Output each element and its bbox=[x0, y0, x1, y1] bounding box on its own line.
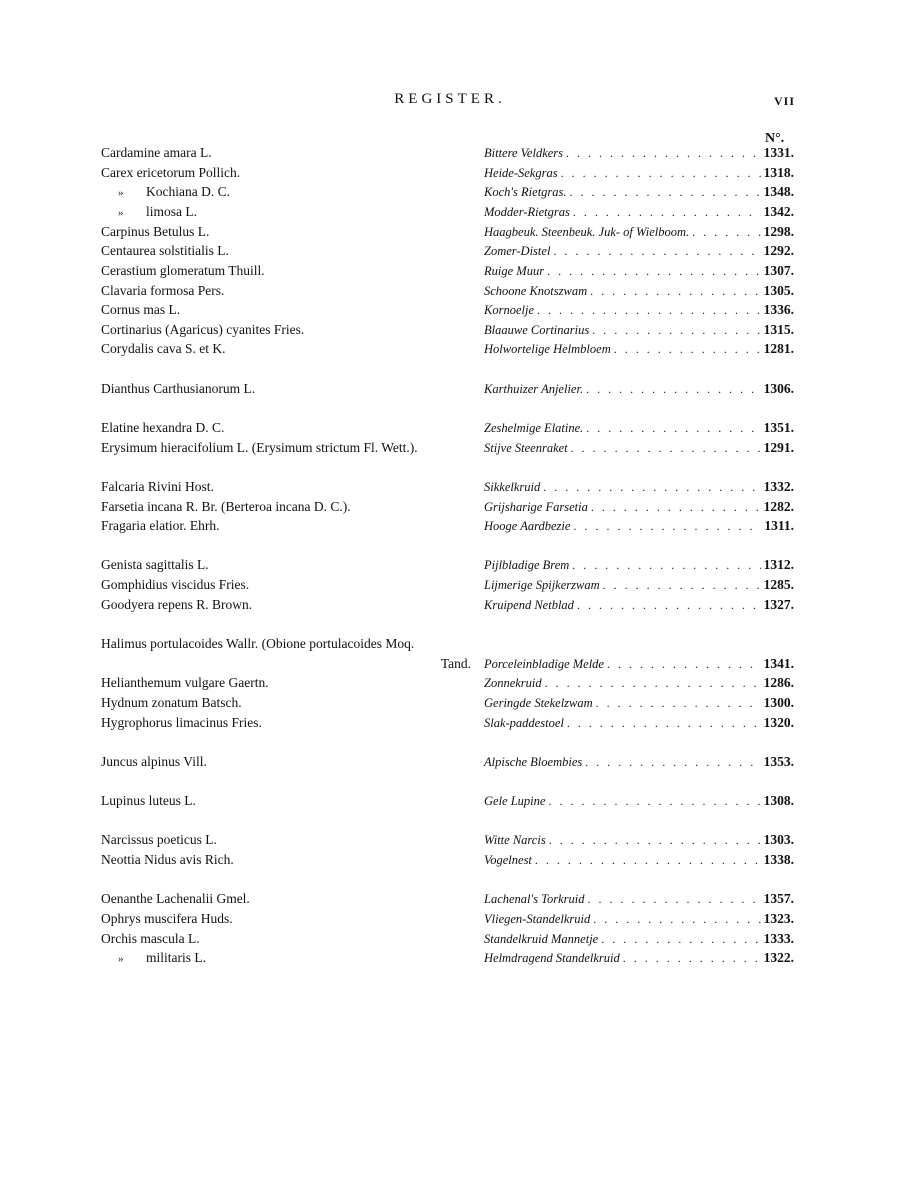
register-entry bbox=[0, 283, 909, 302]
latin-name bbox=[101, 243, 229, 259]
register-entry bbox=[0, 204, 909, 223]
common-name-line bbox=[484, 204, 794, 220]
latin-name-text: Oenanthe Lachenalii Gmel. bbox=[101, 891, 250, 906]
latin-name bbox=[101, 263, 265, 279]
latin-name-text: Orchis mascula L. bbox=[101, 931, 200, 946]
common-name: Koch's Rietgras. bbox=[484, 185, 567, 199]
common-name: Stijve Steenraket bbox=[484, 441, 568, 455]
register-entry bbox=[0, 715, 909, 734]
common-name: Zomer-Distel bbox=[484, 244, 551, 258]
common-name: Standelkruid Mannetje bbox=[484, 932, 599, 946]
common-name: Porceleinbladige Melde bbox=[484, 657, 604, 671]
common-name: Slak-paddestoel bbox=[484, 716, 564, 730]
common-name: Vliegen-Standelkruid bbox=[484, 912, 591, 926]
common-name: Ruige Muur bbox=[484, 264, 545, 278]
register-entry bbox=[0, 322, 909, 341]
register-entry bbox=[0, 557, 909, 576]
entry-number: 1357. bbox=[763, 891, 794, 906]
common-name: Alpische Bloembies bbox=[484, 755, 583, 769]
register-entry bbox=[0, 754, 909, 773]
latin-name-text: Lupinus luteus L. bbox=[101, 793, 196, 808]
dot-leader bbox=[553, 244, 760, 259]
register-entry bbox=[0, 518, 909, 537]
latin-name-text: Hygrophorus limacinus Fries. bbox=[101, 715, 262, 730]
dot-leader bbox=[577, 598, 761, 613]
common-name-line bbox=[484, 577, 794, 593]
dot-leader bbox=[592, 323, 760, 338]
entry-number: 1307. bbox=[763, 263, 794, 278]
common-name: Pijlbladige Brem bbox=[484, 558, 570, 572]
entry-number: 1351. bbox=[763, 420, 794, 435]
common-name-line bbox=[484, 557, 794, 573]
common-name-line bbox=[484, 754, 794, 770]
latin-name-text: Cerastium glomeratum Thuill. bbox=[101, 263, 265, 278]
common-name-line bbox=[484, 302, 794, 318]
common-name: Heide-Sekgras bbox=[484, 166, 558, 180]
ditto-mark: » bbox=[118, 187, 124, 199]
register-entry bbox=[0, 165, 909, 184]
common-name: Lachenal's Torkruid bbox=[484, 892, 585, 906]
latin-name-text: Fragaria elatior. Ehrh. bbox=[101, 518, 220, 533]
latin-name bbox=[101, 852, 234, 868]
common-name: Blaauwe Cortinarius bbox=[484, 323, 590, 337]
latin-name bbox=[101, 715, 262, 731]
common-name-line bbox=[484, 597, 794, 613]
latin-name bbox=[101, 518, 219, 534]
common-name: Haagbeuk. Steenbeuk. Juk- of Wielboom. bbox=[484, 225, 690, 239]
common-name-line bbox=[484, 184, 794, 200]
dot-leader bbox=[535, 853, 761, 868]
dot-leader bbox=[566, 146, 761, 161]
entry-number: 1300. bbox=[763, 695, 794, 710]
dot-leader bbox=[603, 578, 761, 593]
latin-name-text: Gomphidius viscidus Fries. bbox=[101, 577, 250, 592]
register-entry bbox=[0, 420, 909, 439]
latin-name bbox=[101, 499, 351, 515]
common-name-line bbox=[484, 381, 794, 397]
common-name-line bbox=[484, 165, 794, 181]
latin-name bbox=[101, 557, 209, 573]
page-number: VII bbox=[774, 94, 796, 108]
entry-number: 1353. bbox=[763, 754, 794, 769]
register-entry bbox=[0, 675, 909, 694]
latin-name-text: limosa L. bbox=[146, 204, 197, 219]
latin-name-text: Carpinus Betulus L. bbox=[101, 224, 210, 239]
register-entry bbox=[0, 636, 909, 671]
latin-name bbox=[101, 695, 242, 711]
dot-leader bbox=[545, 676, 761, 691]
common-name-line bbox=[484, 891, 794, 907]
latin-name-text: Erysimum hieracifolium L. (Erysimum strictum Fl. Wett.). bbox=[101, 440, 418, 455]
latin-name bbox=[101, 636, 414, 652]
register-entry bbox=[0, 302, 909, 321]
entry-number: 1341. bbox=[763, 656, 794, 671]
ditto-mark: » bbox=[118, 207, 124, 219]
latin-name-text: Neottia Nidus avis Rich. bbox=[101, 852, 234, 867]
latin-name bbox=[101, 793, 196, 809]
common-name-line bbox=[484, 243, 794, 259]
entry-number: 1286. bbox=[763, 675, 794, 690]
common-name-line bbox=[484, 656, 794, 672]
entry-number: 1336. bbox=[763, 302, 794, 317]
dot-leader bbox=[573, 205, 761, 220]
register-entry bbox=[0, 597, 909, 616]
latin-name bbox=[101, 675, 269, 691]
entry-number: 1315. bbox=[763, 322, 794, 337]
common-name-line bbox=[484, 479, 794, 495]
latin-name bbox=[101, 597, 252, 613]
latin-name bbox=[101, 224, 209, 240]
common-name-line bbox=[484, 420, 794, 436]
latin-name bbox=[101, 891, 250, 907]
entry-number: 1306. bbox=[763, 381, 794, 396]
latin-name-text: Elatine hexandra D. C. bbox=[101, 420, 225, 435]
common-name: Schoone Knotszwam bbox=[484, 284, 588, 298]
dot-leader bbox=[586, 382, 761, 397]
entry-number: 1303. bbox=[763, 832, 794, 847]
latin-name-text: Centaurea solstitialis L. bbox=[101, 243, 229, 258]
entry-number: 1331. bbox=[763, 145, 794, 160]
latin-name-text: Juncus alpinus Vill. bbox=[101, 754, 207, 769]
latin-name-text: Dianthus Carthusianorum L. bbox=[101, 381, 256, 396]
register-entry bbox=[0, 224, 909, 243]
latin-name-text: Ophrys muscifera Huds. bbox=[101, 911, 233, 926]
latin-name bbox=[101, 911, 233, 927]
latin-name bbox=[101, 577, 249, 593]
common-name-line bbox=[484, 715, 794, 731]
dot-leader bbox=[607, 657, 761, 672]
common-name: Lijmerige Spijkerzwam bbox=[484, 578, 600, 592]
register-entry bbox=[0, 341, 909, 360]
common-name: Zonnekruid bbox=[484, 676, 542, 690]
latin-name-text: Falcaria Rivini Host. bbox=[101, 479, 214, 494]
entry-number: 1338. bbox=[763, 852, 794, 867]
latin-name bbox=[118, 204, 197, 220]
register-entry bbox=[0, 184, 909, 203]
latin-name-text: Halimus portulacoides Wallr. (Obione portulacoides Moq. bbox=[101, 636, 415, 651]
common-name: Karthuizer Anjelier. bbox=[484, 382, 584, 396]
common-name: Witte Narcis bbox=[484, 833, 546, 847]
common-name-line bbox=[484, 322, 794, 338]
latin-name bbox=[101, 832, 217, 848]
dot-leader bbox=[572, 558, 760, 573]
register-entry bbox=[0, 852, 909, 871]
entry-number: 1298. bbox=[763, 224, 794, 239]
common-name: Modder-Rietgras bbox=[484, 205, 570, 219]
dot-leader bbox=[567, 716, 761, 731]
latin-name bbox=[101, 420, 224, 436]
entry-number: 1322. bbox=[763, 950, 794, 965]
entry-number: 1348. bbox=[763, 184, 794, 199]
entry-number: 1305. bbox=[763, 283, 794, 298]
common-name: Geringde Stekelzwam bbox=[484, 696, 593, 710]
entry-number: 1323. bbox=[763, 911, 794, 926]
common-name: Zeshelmige Elatine. bbox=[484, 421, 584, 435]
entry-number: 1281. bbox=[763, 341, 794, 356]
entry-number: 1291. bbox=[763, 440, 794, 455]
register-entry bbox=[0, 499, 909, 518]
common-name-line bbox=[484, 931, 794, 947]
entry-number: 1285. bbox=[763, 577, 794, 592]
entry-number: 1311. bbox=[764, 518, 794, 533]
ditto-mark: » bbox=[118, 953, 124, 965]
common-name-line bbox=[484, 263, 794, 279]
dot-leader bbox=[547, 264, 761, 279]
latin-name-text: Farsetia incana R. Br. (Berteroa incana D. C.). bbox=[101, 499, 351, 514]
entry-number: 1312. bbox=[763, 557, 794, 572]
latin-name bbox=[101, 754, 207, 770]
number-column-label: N°. bbox=[765, 131, 785, 146]
entry-number: 1332. bbox=[763, 479, 794, 494]
register-entry bbox=[0, 931, 909, 950]
latin-name bbox=[101, 381, 255, 397]
common-name: Helmdragend Standelkruid bbox=[484, 951, 620, 965]
dot-leader bbox=[692, 225, 760, 240]
common-name: Sikkelkruid bbox=[484, 480, 541, 494]
common-name-line bbox=[484, 832, 794, 848]
latin-name bbox=[101, 302, 180, 318]
latin-name bbox=[101, 322, 304, 338]
entry-number: 1342. bbox=[763, 204, 794, 219]
register-entry bbox=[0, 793, 909, 812]
common-name: Gele Lupine bbox=[484, 794, 546, 808]
entry-number: 1320. bbox=[763, 715, 794, 730]
common-name-line bbox=[484, 793, 794, 809]
dot-leader bbox=[614, 342, 761, 357]
register-entry bbox=[0, 911, 909, 930]
entry-number: 1308. bbox=[763, 793, 794, 808]
latin-name bbox=[101, 145, 212, 161]
register-entry bbox=[0, 440, 909, 459]
register-entry bbox=[0, 695, 909, 714]
common-name-line bbox=[484, 499, 794, 515]
entry-number: 1333. bbox=[763, 931, 794, 946]
latin-name-text: militaris L. bbox=[146, 950, 206, 965]
common-name: Grijsharige Farsetia bbox=[484, 500, 588, 514]
latin-name-text: Cardamine amara L. bbox=[101, 145, 212, 160]
register-entry bbox=[0, 479, 909, 498]
latin-name bbox=[101, 440, 418, 456]
dot-leader bbox=[588, 892, 761, 907]
latin-name-text: Narcissus poeticus L. bbox=[101, 832, 217, 847]
latin-name-text: Helianthemum vulgare Gaertn. bbox=[101, 675, 269, 690]
latin-name-text: Corydalis cava S. et K. bbox=[101, 341, 226, 356]
common-name-line bbox=[484, 283, 794, 299]
register-entry bbox=[0, 577, 909, 596]
entry-number: 1327. bbox=[763, 597, 794, 612]
register-entry bbox=[0, 832, 909, 851]
common-name-line bbox=[484, 675, 794, 691]
latin-name-text: Goodyera repens R. Brown. bbox=[101, 597, 253, 612]
dot-leader bbox=[548, 794, 760, 809]
register-entry bbox=[0, 243, 909, 262]
latin-name-text: Kochiana D. C. bbox=[146, 184, 230, 199]
latin-name bbox=[118, 950, 206, 966]
dot-leader bbox=[623, 951, 761, 966]
common-name-line bbox=[484, 518, 794, 534]
dot-leader bbox=[570, 185, 761, 200]
latin-name-text: Hydnum zonatum Batsch. bbox=[101, 695, 242, 710]
common-name-line bbox=[484, 440, 794, 456]
dot-leader bbox=[586, 421, 760, 436]
common-name: Kornoelje bbox=[484, 303, 534, 317]
entry-number: 1282. bbox=[763, 499, 794, 514]
dot-leader bbox=[585, 755, 760, 770]
latin-name bbox=[101, 931, 200, 947]
latin-name bbox=[101, 165, 240, 181]
dot-leader bbox=[591, 500, 761, 515]
common-name-line bbox=[484, 852, 794, 868]
latin-name-continuation: Tand. bbox=[440, 656, 471, 671]
dot-leader bbox=[537, 303, 761, 318]
latin-name bbox=[118, 184, 230, 200]
entry-number: 1292. bbox=[763, 243, 794, 258]
common-name: Bittere Veldkers bbox=[484, 146, 564, 160]
dot-leader bbox=[549, 833, 761, 848]
common-name-line bbox=[484, 695, 794, 711]
common-name: Vogelnest bbox=[484, 853, 532, 867]
dot-leader bbox=[543, 480, 760, 495]
latin-name-text: Cortinarius (Agaricus) cyanites Fries. bbox=[101, 322, 305, 337]
dot-leader bbox=[590, 284, 761, 299]
common-name-line bbox=[484, 950, 794, 966]
latin-name-text: Clavaria formosa Pers. bbox=[101, 283, 225, 298]
common-name: Holwortelige Helmbloem bbox=[484, 342, 611, 356]
dot-leader bbox=[571, 441, 761, 456]
latin-name bbox=[101, 283, 224, 299]
dot-leader bbox=[561, 166, 761, 181]
entry-number: 1318. bbox=[763, 165, 794, 180]
page-title: REGISTER. bbox=[394, 91, 506, 107]
latin-name-text: Cornus mas L. bbox=[101, 302, 181, 317]
register-entry bbox=[0, 145, 909, 164]
common-name-line bbox=[484, 145, 794, 161]
common-name: Kruipend Netblad bbox=[484, 598, 574, 612]
dot-leader bbox=[601, 932, 760, 947]
register-entry bbox=[0, 381, 909, 400]
latin-name-text: Carex ericetorum Pollich. bbox=[101, 165, 241, 180]
latin-name bbox=[101, 341, 225, 357]
register-entry bbox=[0, 950, 909, 969]
dot-leader bbox=[596, 696, 761, 711]
common-name-line bbox=[484, 224, 794, 240]
dot-leader bbox=[593, 912, 760, 927]
common-name-line bbox=[484, 911, 794, 927]
latin-name-text: Genista sagittalis L. bbox=[101, 557, 209, 572]
common-name-line bbox=[484, 341, 794, 357]
register-entry bbox=[0, 891, 909, 910]
common-name: Hooge Aardbezie bbox=[484, 519, 571, 533]
register-entry bbox=[0, 263, 909, 282]
latin-name bbox=[101, 479, 214, 495]
dot-leader bbox=[573, 519, 761, 534]
